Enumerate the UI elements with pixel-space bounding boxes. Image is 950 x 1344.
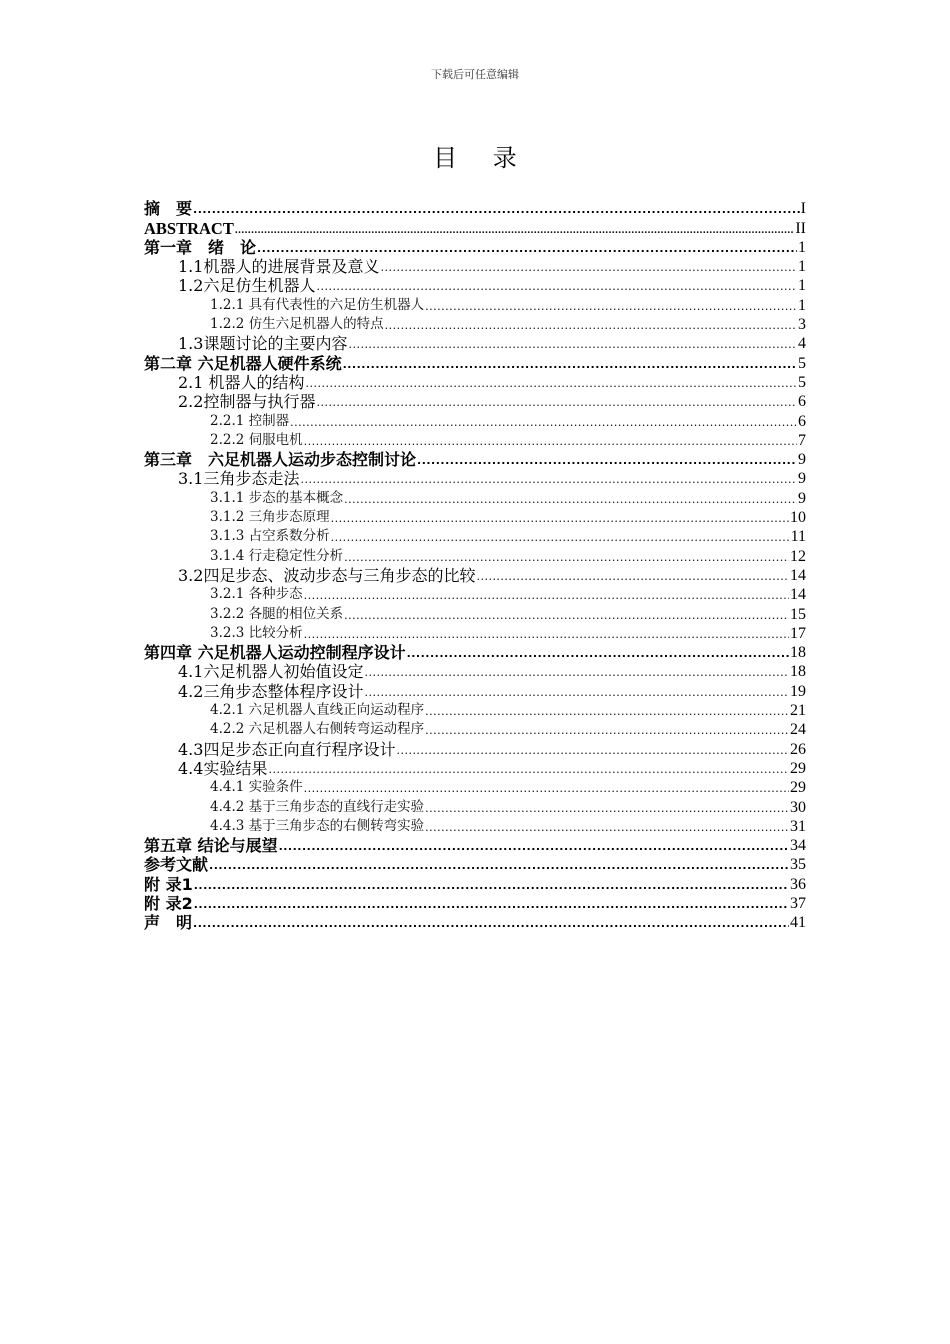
toc-entry-page: 6 (798, 412, 806, 430)
toc-entry-page: 30 (790, 798, 806, 816)
toc-entry[interactable] (144, 487, 806, 506)
toc-entry-label: 4.2.2 六足机器人右侧转弯运动程序 (210, 721, 425, 738)
toc-leader-dots (344, 551, 789, 565)
toc-entry[interactable] (144, 333, 806, 352)
toc-entry[interactable] (144, 623, 806, 642)
toc-entry-page: 6 (798, 393, 806, 411)
toc-leader-dots (316, 280, 797, 294)
toc-leader-dots (257, 242, 797, 256)
toc-entry-label: 2.2.2 伺服电机 (210, 431, 303, 448)
toc-entry-label: 第五章 结论与展望 (144, 836, 278, 855)
toc-entry-label: 3.2.2 各腿的相位关系 (210, 605, 344, 622)
toc-entry-page: 5 (798, 354, 806, 372)
toc-leader-dots (407, 647, 789, 661)
toc-leader-dots (364, 686, 789, 700)
toc-entry-page: 14 (790, 566, 806, 584)
toc-entry-page: 41 (790, 914, 806, 932)
toc-entry-page: II (795, 219, 806, 237)
toc-entry-page: 10 (790, 509, 806, 527)
toc-leader-dots (268, 763, 789, 777)
toc-leader-dots (425, 705, 789, 719)
toc-entry[interactable] (144, 275, 806, 294)
toc-entry-page: 18 (790, 644, 806, 662)
toc-entry-label: 第四章 六足机器人运动控制程序设计 (144, 643, 406, 662)
toc-entry-label: ABSTRACT (144, 218, 234, 237)
toc-leader-dots (348, 338, 797, 352)
toc-entry-label: 4.4实验结果 (178, 758, 268, 777)
toc-entry-label: 1.2六足仿生机器人 (178, 276, 316, 295)
toc-entry-label: 参考文献 (144, 855, 209, 874)
toc-entry-page: 29 (790, 779, 806, 797)
toc-leader-dots (194, 898, 789, 912)
toc-entry[interactable] (144, 565, 806, 584)
toc-entry-label: 附 录2 (144, 893, 193, 912)
toc-entry-page: 3 (798, 316, 806, 334)
toc-entry[interactable] (144, 893, 806, 912)
toc-entry-page: 11 (790, 528, 806, 546)
toc-leader-dots (425, 802, 789, 816)
toc-entry-page: 4 (798, 335, 806, 353)
toc-entry-label: 4.4.2 基于三角步态的直线行走实验 (210, 798, 425, 815)
toc-entry-page: 37 (790, 894, 806, 912)
toc-entry-page: 31 (790, 817, 806, 835)
toc-entry[interactable] (144, 642, 806, 661)
toc-entry-label: 3.1.1 步态的基本概念 (210, 489, 344, 506)
toc-entry-label: 第三章 六足机器人运动步态控制讨论 (144, 450, 417, 469)
toc-entry[interactable] (144, 430, 806, 449)
toc-entry[interactable] (144, 603, 806, 622)
toc-leader-dots (209, 859, 789, 873)
toc-entry-label: 3.2四足步态、波动步态与三角步态的比较 (178, 565, 476, 584)
toc-entry-page: 29 (790, 759, 806, 777)
toc-entry-page: 9 (798, 451, 806, 469)
toc-leader-dots (425, 724, 789, 738)
toc-entry[interactable] (144, 835, 806, 854)
toc-entry-page: 9 (798, 470, 806, 488)
toc-leader-dots (300, 473, 797, 487)
toc-leader-dots (304, 435, 797, 449)
toc-entry-label: 4.4.3 基于三角步态的右侧转弯实验 (210, 817, 425, 834)
toc-leader-dots (425, 821, 789, 835)
toc-entry[interactable] (144, 719, 806, 738)
toc-entry[interactable] (144, 700, 806, 719)
toc-entry-page: 17 (790, 624, 806, 642)
toc-entry-label: 第一章 绪 论 (144, 237, 257, 256)
toc-entry-page: 14 (790, 586, 806, 604)
toc-entry-label: 3.1.2 三角步态原理 (210, 509, 330, 526)
toc-entry-label: 1.3课题讨论的主要内容 (178, 334, 348, 353)
toc-entry[interactable] (144, 796, 806, 815)
toc-entry-label: 1.2.2 仿生六足机器人的特点 (210, 316, 384, 333)
toc-entry-label: 2.1 机器人的结构 (178, 372, 305, 391)
toc-entry[interactable] (144, 314, 806, 333)
toc-entry-label: 声 明 (144, 913, 193, 932)
toc-entry-page: 12 (790, 547, 806, 565)
toc-leader-dots (343, 358, 797, 372)
toc-entry-page: 18 (790, 663, 806, 681)
toc-entry-label: 1.1机器人的进展背景及意义 (178, 257, 380, 276)
toc-entry-label: 3.2.1 各种步态 (210, 586, 303, 603)
toc-entry-page: I (800, 200, 806, 218)
toc-leader-dots (331, 512, 789, 526)
toc-entry[interactable] (144, 854, 806, 873)
toc-entry-page: 1 (798, 277, 806, 295)
toc-entry[interactable] (144, 372, 806, 391)
toc-entry[interactable] (144, 468, 806, 487)
toc-leader-dots (364, 666, 789, 680)
toc-entry[interactable] (144, 738, 806, 757)
toc-leader-dots (344, 493, 797, 507)
toc-entry[interactable] (144, 198, 806, 217)
toc-leader-dots (290, 416, 797, 430)
toc-entry-label: 2.2.1 控制器 (210, 412, 290, 429)
toc-entry-page: 35 (790, 856, 806, 874)
toc-entry-label: 3.1.3 占空系数分析 (210, 528, 330, 545)
toc-entry[interactable] (144, 661, 806, 680)
toc-leader-dots (380, 261, 797, 275)
toc-leader-dots (417, 454, 797, 468)
toc-leader-dots (425, 300, 797, 314)
toc-entry-label: 4.1六足机器人初始值设定 (178, 662, 364, 681)
toc-entry[interactable] (144, 758, 806, 777)
toc-entry[interactable] (144, 680, 806, 699)
toc-entry-label: 1.2.1 具有代表性的六足仿生机器人 (210, 296, 425, 313)
toc-entry-label: 4.4.1 实验条件 (210, 779, 303, 796)
toc-leader-dots (193, 917, 789, 931)
toc-leader-dots (476, 570, 789, 584)
toc-entry[interactable] (144, 237, 806, 256)
toc-entry[interactable] (144, 816, 806, 835)
toc-entry[interactable] (144, 526, 806, 545)
toc-entry[interactable] (144, 912, 806, 931)
toc-entry[interactable] (144, 507, 806, 526)
toc-entry[interactable] (144, 584, 806, 603)
toc-leader-dots (344, 609, 789, 623)
toc-entry-page: 1 (798, 238, 806, 256)
toc-leader-dots (279, 840, 789, 854)
toc-entry-label: 4.2三角步态整体程序设计 (178, 681, 364, 700)
toc-entry-page: 1 (798, 258, 806, 276)
toc-entry[interactable] (144, 391, 806, 410)
toc-entry[interactable] (144, 545, 806, 564)
toc-entry[interactable] (144, 217, 806, 236)
toc-leader-dots (235, 223, 794, 237)
toc-entry-label: 3.2.3 比较分析 (210, 624, 303, 641)
toc-entry-label: 3.1.4 行走稳定性分析 (210, 547, 344, 564)
toc-entry[interactable] (144, 352, 806, 371)
toc-entry-page: 19 (790, 682, 806, 700)
toc-entry[interactable] (144, 873, 806, 892)
toc-leader-dots (331, 531, 790, 545)
toc-entry-label: 摘 要 (144, 199, 193, 218)
toc-leader-dots (304, 589, 789, 603)
toc-entry-page: 24 (790, 721, 806, 739)
toc-leader-dots (396, 744, 789, 758)
toc-entry-page: 21 (790, 702, 806, 720)
toc-entry-label: 附 录1 (144, 874, 193, 893)
toc-entry-page: 26 (790, 740, 806, 758)
toc-entry-label: 3.1三角步态走法 (178, 469, 300, 488)
table-of-contents (144, 198, 806, 931)
toc-entry-label: 4.2.1 六足机器人直线正向运动程序 (210, 702, 425, 719)
toc-entry[interactable] (144, 256, 806, 275)
toc-leader-dots (385, 319, 797, 333)
toc-entry[interactable] (144, 294, 806, 313)
toc-entry-page: 36 (790, 875, 806, 893)
toc-entry[interactable] (144, 410, 806, 429)
toc-entry-page: 34 (790, 837, 806, 855)
toc-entry-label: 4.3四足步态正向直行程序设计 (178, 739, 396, 758)
toc-entry-page: 1 (798, 296, 806, 314)
toc-leader-dots (306, 377, 797, 391)
toc-entry-page: 7 (798, 431, 806, 449)
toc-entry[interactable] (144, 777, 806, 796)
toc-entry-label: 2.2控制器与执行器 (178, 392, 316, 411)
toc-entry-page: 9 (798, 489, 806, 507)
toc-leader-dots (316, 396, 797, 410)
toc-entry-page: 5 (798, 373, 806, 391)
toc-leader-dots (304, 628, 789, 642)
toc-leader-dots (304, 782, 789, 796)
toc-title: 目 录 (433, 144, 531, 172)
page-header-note: 下载后可任意编辑 (431, 68, 519, 81)
toc-leader-dots (193, 203, 800, 217)
toc-entry-label: 第二章 六足机器人硬件系统 (144, 353, 342, 372)
toc-leader-dots (194, 879, 789, 893)
toc-entry[interactable] (144, 449, 806, 468)
toc-entry-page: 15 (790, 605, 806, 623)
